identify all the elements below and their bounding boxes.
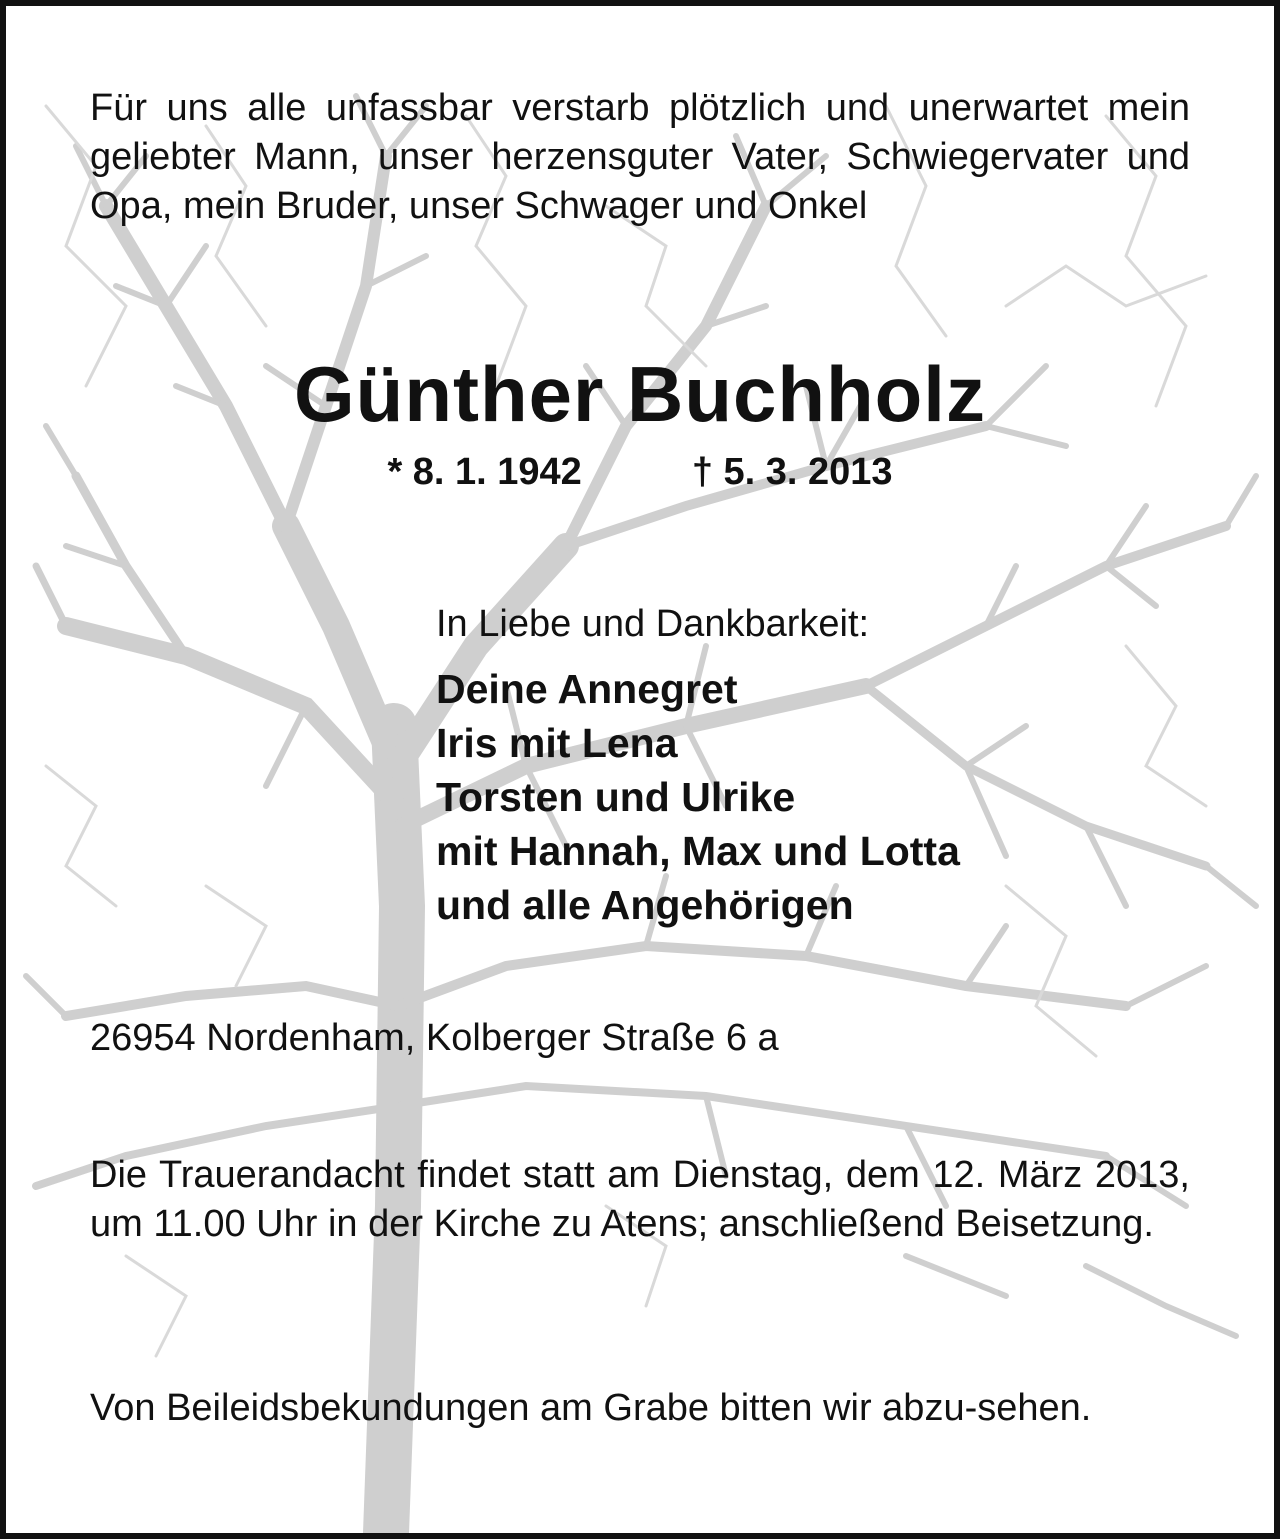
service-announcement: Die Trauerandacht findet statt am Dienstag, dem 12. März 2013, um 11.00 Uhr in der Kirche zu Atens; anschließend Beisetzung. (90, 1154, 1190, 1245)
mourner-line: Deine Annegret (436, 666, 738, 712)
mourner-line: Iris mit Lena (436, 720, 678, 766)
mourners-list (436, 662, 960, 932)
life-dates (6, 449, 1274, 495)
dedication-line: In Liebe und Dankbarkeit: (436, 603, 870, 645)
death-date: † 5. 3. 2013 (691, 451, 893, 493)
condolence-request: Von Beileidsbekundungen am Grabe bitten wir abzu-sehen. (90, 1387, 1092, 1429)
family-address: 26954 Nordenham, Kolberger Straße 6 a (90, 1017, 779, 1059)
intro-text: Für uns alle unfassbar verstarb plötzlich und unerwartet mein geliebter Mann, unser herzensguter Vater, Schwiegervater und Opa, mein Bruder, unser Schwager und Onkel (90, 87, 1190, 227)
deceased-name: Günther Buchholz (294, 350, 986, 438)
mourner-line: Torsten und Ulrike (436, 774, 796, 820)
mourner-line: mit Hannah, Max und Lotta (436, 828, 960, 874)
mourner-line: und alle Angehörigen (436, 882, 854, 928)
birth-date: * 8. 1. 1942 (387, 451, 582, 493)
